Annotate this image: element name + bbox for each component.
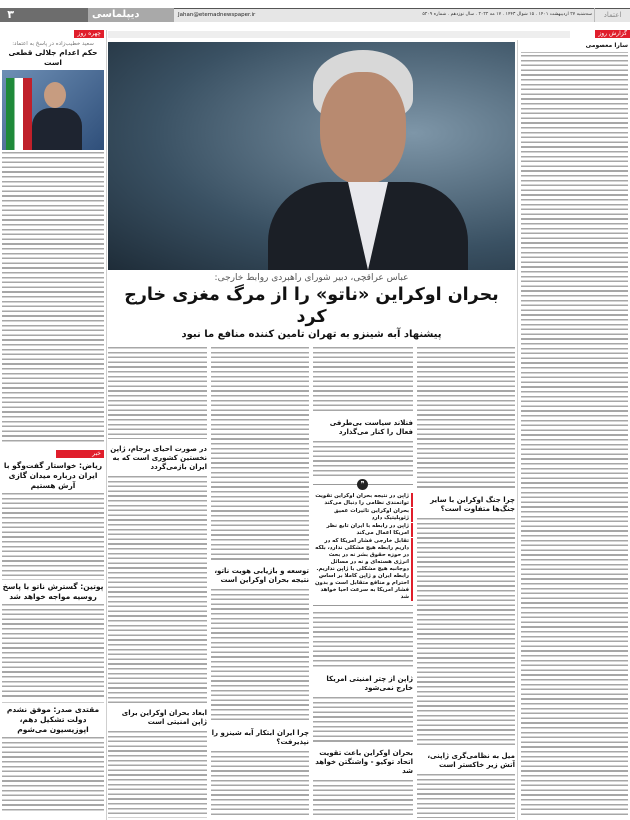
person-figure xyxy=(44,82,66,108)
article-body xyxy=(521,55,628,815)
right-column xyxy=(521,42,628,820)
article-body xyxy=(211,751,309,818)
date-line: سه‌شنبه ۲۷ اردیبهشت ۱۴۰۱ . ۱۵ شوال ۱۴۴۳ . ۱۷ مه ۲۰۲۲ . سال نوزدهم . شماره ۵۲۰۹ xyxy=(422,12,592,17)
label-khabar: خبر xyxy=(56,450,104,458)
main-subheadline: پیشنهاد آبه شینزو به تهران تامین کننده منافع ما نبود xyxy=(181,329,442,340)
subhead: ابعاد بحران اوکراین برای ژاپن امنیتی است xyxy=(121,709,207,727)
article-body xyxy=(211,347,309,561)
divider xyxy=(517,40,518,820)
article-column xyxy=(417,345,515,820)
article-body xyxy=(417,518,515,746)
main-headline[interactable]: بحران اوکراین «ناتو» را از مرگ مغزی خارج کرد xyxy=(124,285,499,327)
left-body-text xyxy=(2,152,104,444)
left-headline[interactable]: حکم اعدام جلالی قطعی است xyxy=(8,48,98,67)
story-headline[interactable]: مقتدی صدر: موفق نشدم دولت تشکیل دهم، اپوزیسیون می‌شوم xyxy=(2,702,104,735)
article-body xyxy=(211,589,309,723)
left-column xyxy=(2,30,104,820)
face xyxy=(320,72,406,184)
article-body xyxy=(108,347,207,439)
flag-icon xyxy=(6,78,32,150)
main-kicker: عباس عراقچی، دبیر شورای راهبردی روابط خارجی: xyxy=(214,273,409,283)
page-number: ۳ xyxy=(0,8,88,22)
quote-icon: ❞ xyxy=(357,479,368,490)
author-name: سارا معصومی xyxy=(521,42,628,53)
story-body xyxy=(2,737,104,813)
email-link[interactable]: Jahan@etemadnewspaper.ir xyxy=(178,12,256,18)
section-title: دیپلماسی xyxy=(88,8,174,22)
divider xyxy=(106,30,107,820)
article-column xyxy=(108,345,207,820)
quote-box xyxy=(313,480,413,606)
subhead: توسعه و بازیابی هویت ناتو، نتیجه بحران اوکراین است xyxy=(214,567,309,585)
subhead: فنلاند سیاست بی‌طرفی فعال را کنار می‌گذارد xyxy=(329,418,413,436)
article-body xyxy=(313,347,413,413)
article-column xyxy=(313,345,413,820)
article-body xyxy=(417,347,515,490)
left-kicker: سعید خطیب‌زاده در پاسخ به اعتماد: xyxy=(12,41,94,47)
article-body xyxy=(313,697,413,744)
story-headline[interactable]: ریاض: خواستار گفت‌وگو با ایران درباره میدان گازی آرش هستیم xyxy=(3,461,103,490)
story-headline[interactable]: پوتین: گسترش ناتو با پاسخ روسیه مواجه خواهد شد xyxy=(2,579,104,602)
story-body xyxy=(2,493,104,577)
label-gozaresh-rooz: گزارش روز xyxy=(595,30,630,38)
spokesman-photo xyxy=(2,70,104,150)
story-body xyxy=(2,604,104,700)
article-body xyxy=(313,780,413,818)
main-article xyxy=(108,272,515,820)
subhead: چرا ایران ابتکار آبه شینزو را نپذیرفت؟ xyxy=(211,729,309,747)
quote-bullet: ژاپن در رابطه با ایران تابع نظر امریکا اعمال می‌کند xyxy=(313,523,413,537)
label-bar xyxy=(108,31,570,38)
quote-bullet: تقابل خارجی فشار امریکا که در داریم رابطه هیچ مشکلی ندارد، بلکه در حوزه حقوق بشر نه در بحث انرژی هسته‌ای و نه در مسائل دوجانبه هیچ مشکلی با ژاپن نداریم. رابطه ایران و ژاپن کاملا بر اساس احترام و منافع متقابل است و بدون فشار امریکا به سرعت احیا خواهد شد xyxy=(313,538,413,601)
article-body xyxy=(108,476,207,703)
subhead: ژاپن از چتر امنیتی امریکا خارج نمی‌شود xyxy=(326,674,413,692)
article-body xyxy=(313,441,413,479)
quote-bullet: بحران اوکراین تاثیرات عمیق ژئوپلیتیک دارد xyxy=(313,508,413,522)
subhead: در صورت احیای برجام، ژاپن نخستین کشوری است که به ایران بازمی‌گردد xyxy=(110,445,207,472)
quote-bullet: ژاپن در نتیجه بحران اوکراین تقویت توانمندی نظامی را دنبال می‌کند xyxy=(313,493,413,507)
article-body xyxy=(108,731,207,818)
subhead: چرا جنگ اوکراین با سایر جنگ‌ها متفاوت است؟ xyxy=(430,496,515,514)
article-body xyxy=(417,774,515,818)
article-body xyxy=(313,612,413,668)
subhead: بحران اوکراین باعث تقویت اتحاد توکیو - واشنگتن خواهد شد xyxy=(315,749,413,776)
article-column xyxy=(211,345,309,820)
label-chehre-rooz: چهره روز xyxy=(74,30,104,38)
newspaper-logo: اعتماد xyxy=(594,8,630,22)
subhead: میل به نظامی‌گری ژاپنی، آتش زیر خاکستر است xyxy=(427,752,515,770)
araghchi-photo xyxy=(108,42,515,270)
